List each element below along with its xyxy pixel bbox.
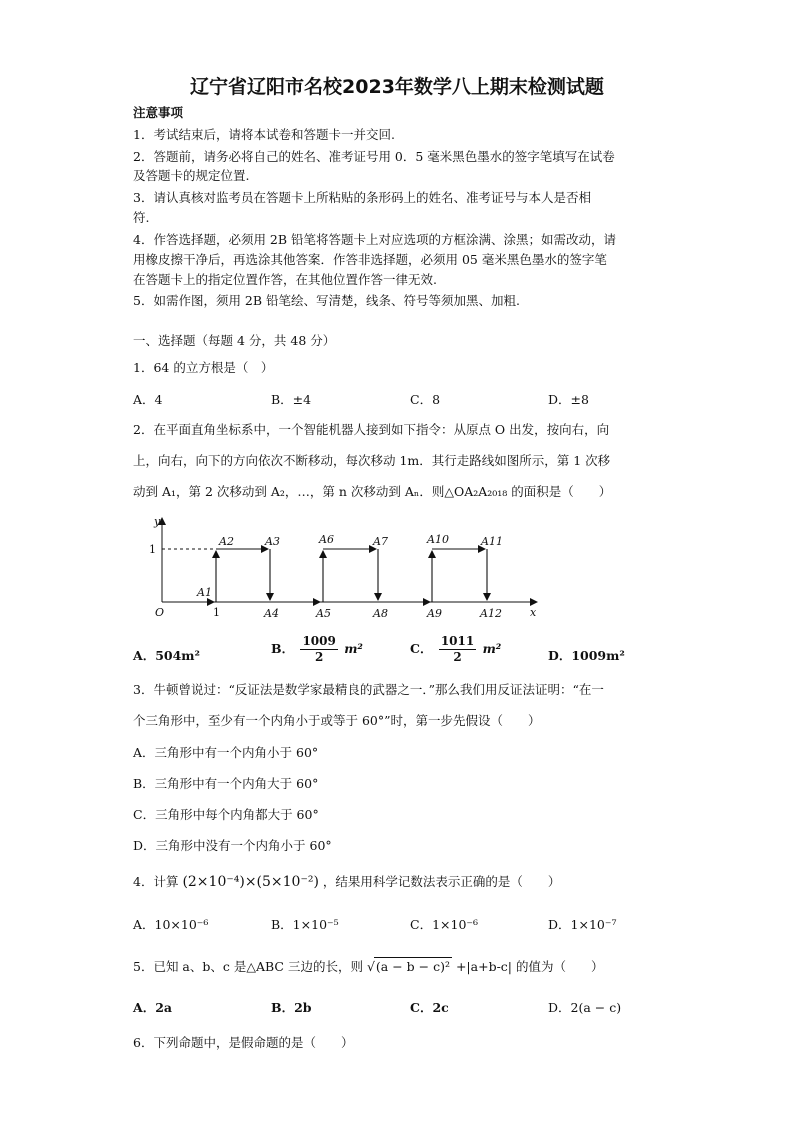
q2-option-a: A．504m² (133, 648, 200, 663)
q4-prefix: 4．计算 (133, 874, 179, 889)
sqrt-sign: √ (366, 959, 375, 974)
notice-line: 4．作答选择题，必须用 2B 铅笔将答题卡上对应选项的方框涂满、涂黑；如需改动，请 (133, 232, 617, 247)
q2-option-d: D．1009m² (548, 648, 625, 663)
q2-option-b (271, 634, 363, 665)
y-axis-label: y (154, 515, 161, 528)
q3-option-a: A．三角形中有一个内角小于 60° (133, 745, 319, 760)
label-a4: A4 (264, 607, 279, 620)
question-4-stem (133, 873, 560, 891)
q5-suffix: +|a+b-c| 的值为（ ） (455, 959, 604, 974)
label-a12: A12 (480, 607, 502, 620)
label-a10: A10 (427, 533, 449, 546)
q2-option-b-prefix: B． (271, 641, 295, 656)
origin-label: O (155, 606, 165, 619)
label-a9: A9 (427, 607, 442, 620)
notice-line: 3．请认真核对监考员在答题卡上所粘贴的条形码上的姓名、准考证号与本人是否相 (133, 190, 591, 205)
label-a3: A3 (265, 535, 280, 548)
label-a8: A8 (373, 607, 388, 620)
y-tick-1: 1 (149, 543, 156, 556)
page-title: 辽宁省辽阳市名校2023年数学八上期末检测试题 (190, 76, 604, 98)
notice-line: 5．如需作图，须用 2B 铅笔绘、写清楚，线条、符号等须加黑、加粗. (133, 293, 521, 308)
notice-line: 在答题卡上的指定位置作答，在其他位置作答一律无效. (133, 272, 437, 287)
q4-option-c: C．1×10⁻⁶ (410, 917, 479, 932)
x-tick-1: 1 (213, 606, 220, 619)
question-2-line: 2．在平面直角坐标系中，一个智能机器人接到如下指令：从原点 O 出发，按向右，向 (133, 422, 610, 437)
q3-option-b: B．三角形中有一个内角大于 60° (133, 776, 319, 791)
robot-path-figure (145, 512, 545, 624)
q5-radicand: (a − b − c)² (375, 959, 450, 974)
q5-prefix: 5．已知 a、b、c 是△ABC 三边的长，则 (133, 959, 363, 974)
question-3-line: 个三角形中，至少有一个内角小于或等于 60°”时，第一步先假设（ ） (133, 713, 541, 728)
notice-line: 符. (133, 210, 150, 225)
q3-option-c: C．三角形中每个内角都大于 60° (133, 807, 319, 822)
q5-option-b: B．2b (271, 1000, 312, 1015)
label-a7: A7 (373, 535, 388, 548)
unit: m² (344, 641, 363, 656)
notice-line: 用橡皮擦干净后，再选涂其他答案．作答非选择题，必须用 05 毫米黑色墨水的签字笔 (133, 252, 607, 267)
section-heading: 一、选择题（每题 4 分，共 48 分） (133, 333, 336, 348)
label-a5: A5 (316, 607, 331, 620)
label-a2: A2 (219, 535, 234, 548)
fraction-numerator: 1011 (440, 634, 475, 648)
notice-heading: 注意事项 (133, 105, 184, 120)
q4-option-a: A．10×10⁻⁶ (133, 917, 209, 932)
notice-line: 1．考试结束后，请将本试卷和答题卡一并交回. (133, 127, 395, 142)
fraction-denominator: 2 (314, 650, 324, 664)
x-axis-label: x (530, 606, 537, 619)
q2-option-c-prefix: C． (410, 641, 433, 656)
q4-option-d: D．1×10⁻⁷ (548, 917, 617, 932)
q4-option-b: B．1×10⁻⁵ (271, 917, 339, 932)
q1-option-c: C．8 (410, 392, 441, 407)
q3-option-d: D．三角形中没有一个内角小于 60° (133, 838, 332, 853)
label-a1: A1 (197, 586, 212, 599)
notice-line: 2．答题前，请务必将自己的姓名、准考证号用 0．5 毫米黑色墨水的签字笔填写在试卷 (133, 149, 615, 164)
question-6-stem: 6．下列命题中，是假命题的是（ ） (133, 1035, 354, 1050)
question-2-line: 上，向右，向下的方向依次不断移动，每次移动 1m．其行走路线如图所示，第 1 次移 (133, 453, 611, 468)
question-3-line: 3．牛顿曾说过：“反证法是数学家最精良的武器之一．”那么我们用反证法证明：“在一 (133, 682, 604, 697)
fraction (439, 634, 476, 665)
q1-option-a: A．4 (133, 392, 163, 407)
unit: m² (482, 641, 502, 656)
q4-expression: (2×10⁻⁴)×(5×10⁻²) (182, 874, 319, 890)
q1-option-b: B．±4 (271, 392, 312, 407)
q5-option-d: D．2(a − c) (548, 1000, 622, 1015)
fraction-denominator: 2 (453, 650, 462, 664)
fraction (300, 634, 337, 665)
robot-path (191, 549, 487, 602)
label-a6: A6 (319, 533, 334, 546)
question-2-line: 动到 A₁，第 2 次移动到 A₂，…，第 n 次移动到 Aₙ．则△OA₂A₂₀₁₈ 的面积是（ ） (133, 484, 612, 499)
q4-suffix: ，结果用科学记数法表示正确的是（ ） (322, 874, 561, 889)
question-1-stem: 1．64 的立方根是（ ） (133, 360, 274, 375)
q5-option-a: A．2a (133, 1000, 172, 1015)
question-5-stem (133, 957, 603, 976)
notice-line: 及答题卡的规定位置. (133, 168, 250, 183)
q1-option-d: D．±8 (548, 392, 589, 407)
q2-option-c (410, 634, 501, 665)
q5-option-c: C．2c (410, 1000, 449, 1015)
label-a11: A11 (481, 535, 503, 548)
fraction-numerator: 1009 (302, 634, 336, 648)
